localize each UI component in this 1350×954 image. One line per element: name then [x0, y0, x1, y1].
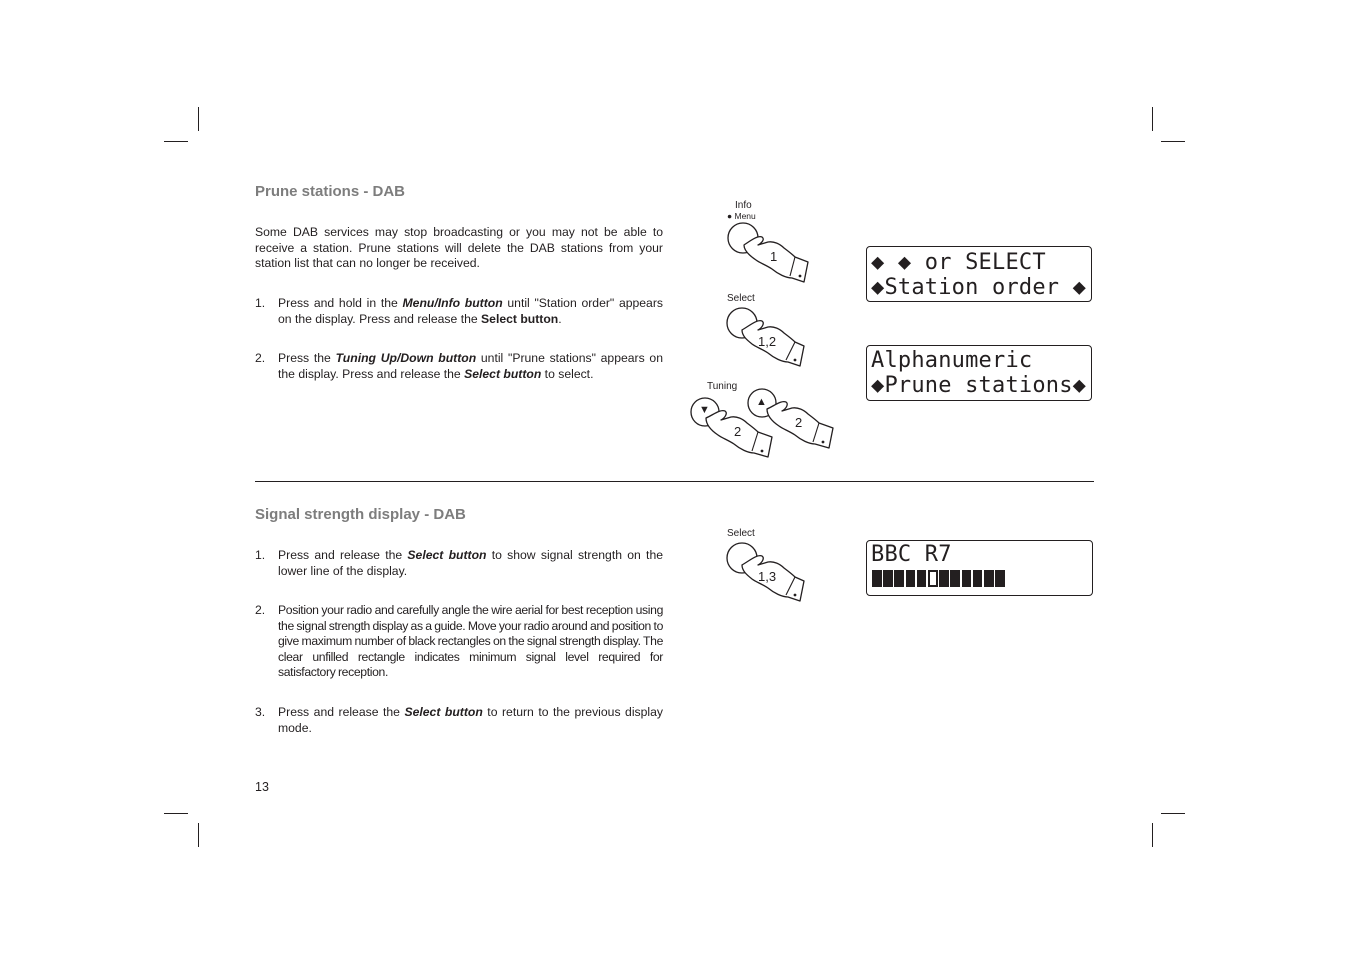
signal-bar-filled	[872, 570, 882, 587]
tuning-down-arrow-icon: ▼	[699, 404, 710, 416]
signal-bar-filled	[950, 570, 960, 587]
crop-mark	[198, 823, 199, 847]
crop-mark	[1161, 813, 1185, 814]
signal-bar-filled	[917, 570, 927, 587]
select-button-ref: Select button	[404, 705, 483, 719]
lcd-line-1: Alphanumeric	[871, 348, 1033, 373]
menu-label: ● Menu	[727, 211, 756, 221]
lcd-line-1: BBC R7	[871, 542, 952, 567]
step-text: Press the Tuning Up/Down button until "Prune stations" appears on the display. Press and release the Select button to select.	[278, 351, 663, 381]
crop-mark	[1161, 141, 1185, 142]
select-button-ref: Select button	[407, 548, 487, 562]
hand-pressing-info-button-icon	[722, 218, 812, 286]
signal-step-3	[255, 705, 663, 736]
lcd-display-station-order	[866, 246, 1092, 302]
tuning-down-step-number: 2	[734, 424, 742, 439]
lcd-line-1: ◆ ◆ or SELECT	[871, 250, 1046, 275]
step-text: Press and release the Select button to return to the previous display mode.	[278, 705, 663, 735]
lcd-display-signal-strength	[866, 540, 1093, 596]
signal-bar-filled	[962, 570, 972, 587]
select-step-number: 1,3	[758, 569, 777, 584]
section-divider	[255, 481, 1094, 482]
select-label: Select	[727, 293, 755, 304]
lcd-line-2: ◆Station order ◆	[871, 275, 1087, 300]
signal-bar-filled	[995, 570, 1005, 587]
signal-bar-filled	[894, 570, 904, 587]
step-number: 1.	[255, 296, 266, 310]
step-text: Position your radio and carefully angle the wire aerial for best reception using the signal strength display as a guide. Move your radio around and position to give maximum number of black rectangles on the signal strength display. The clear unfilled rectangle indicates minimum signal level required for satisfactory reception.	[278, 603, 663, 679]
menu-info-button-ref: Menu/Info button	[402, 296, 503, 310]
crop-mark	[198, 107, 199, 131]
signal-step-1	[255, 548, 663, 579]
prune-step-1	[255, 296, 663, 327]
lcd-line-2: ◆Prune stations◆	[871, 373, 1087, 398]
step-number: 3.	[255, 705, 266, 719]
select-label: Select	[727, 528, 755, 539]
tuning-label: Tuning	[707, 381, 738, 392]
crop-mark	[164, 141, 188, 142]
select-button-ref: Select button	[481, 311, 559, 326]
signal-bar-filled	[939, 570, 949, 587]
signal-section-title: Signal strength display - DAB	[255, 506, 466, 523]
tuning-up-step-number: 2	[795, 415, 803, 430]
prune-section-title: Prune stations - DAB	[255, 183, 406, 200]
crop-mark	[1152, 107, 1153, 131]
page-number: 13	[255, 780, 269, 794]
info-label: Info	[735, 200, 752, 211]
step-number: 2.	[255, 351, 266, 365]
info-step-number: 1	[770, 249, 778, 264]
crop-mark	[164, 813, 188, 814]
signal-bar-filled	[906, 570, 916, 587]
select-step-number: 1,2	[758, 334, 777, 349]
signal-bar-minimum-level	[928, 570, 938, 587]
signal-bar-filled	[973, 570, 983, 587]
lcd-display-prune-stations	[866, 345, 1092, 401]
prune-step-2	[255, 351, 663, 382]
tuning-up-arrow-icon: ▲	[756, 396, 767, 408]
step-number: 2.	[255, 603, 266, 617]
step-text: Press and release the Select button to show signal strength on the lower line of the display.	[278, 548, 663, 578]
crop-mark	[1152, 823, 1153, 847]
step-number: 1.	[255, 548, 266, 562]
tuning-button-ref: Tuning Up/Down button	[335, 351, 477, 365]
step-text: Press and hold in the Menu/Info button until "Station order" appears on the display. Press and release the Select button.	[278, 296, 663, 326]
select-button-ref: Select button	[464, 366, 542, 381]
prune-intro-paragraph: Some DAB services may stop broadcasting or you may not be able to receive a station. Prune stations will delete the DAB stations from your station list that can no longer be received.	[255, 225, 663, 270]
signal-step-2	[255, 603, 663, 681]
signal-bar-filled	[883, 570, 893, 587]
signal-bar-filled	[984, 570, 994, 587]
